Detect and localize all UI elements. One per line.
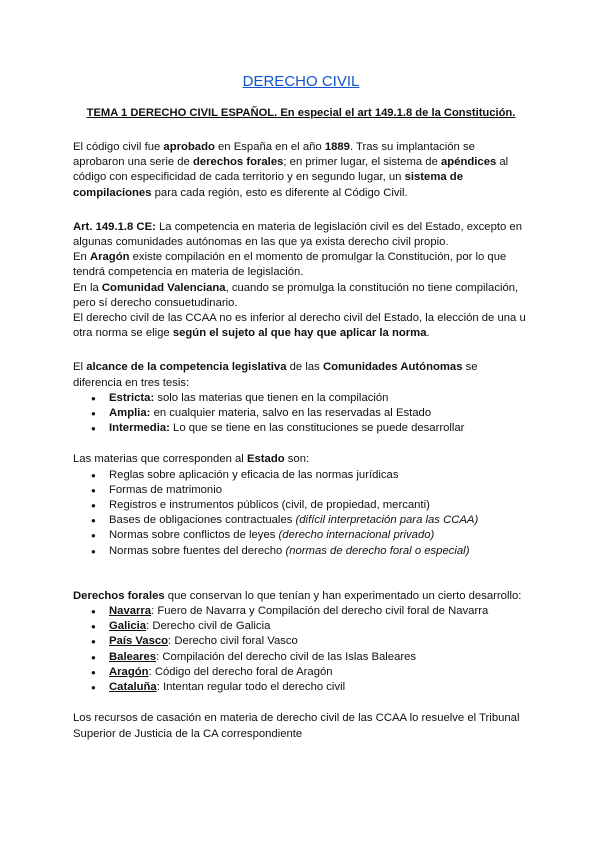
list-item: ● Galicia: Derecho civil de Galicia [109, 619, 529, 634]
list-item: ● Registros e instrumentos públicos (civil, de propiedad, mercanti) [109, 498, 529, 513]
estado-list [73, 468, 529, 559]
list-item: ● Aragón: Código del derecho foral de Aragón [109, 665, 529, 680]
document-page [73, 72, 529, 742]
list-item: ● Normas sobre conflictos de leyes (derecho internacional privado) [109, 528, 529, 543]
alcance-paragraph: El alcance de la competencia legislativa de las Comunidades Autónomas se diferencia en tres tesis: [73, 361, 478, 389]
list-item: ● Intermedia: Lo que se tiene en las constituciones se puede desarrollar [109, 421, 529, 436]
tesis-list [73, 391, 529, 437]
list-item: ● País Vasco: Derecho civil foral Vasco [109, 634, 529, 649]
list-item: ● Normas sobre fuentes del derecho (normas de derecho foral o especial) [109, 544, 529, 559]
forales-paragraph: Derechos forales que conservan lo que tenían y han experimentado un cierto desarrollo: [73, 589, 522, 602]
valenciana-paragraph: En la Comunidad Valenciana, cuando se promulga la constitución no tiene compilación, pero sí derecho consuetudinario. [73, 281, 519, 309]
list-item: ● Reglas sobre aplicación y eficacia de las normas jurídicas [109, 468, 529, 483]
list-item: ● Bases de obligaciones contractuales (difícil interpretación para las CCAA) [109, 513, 529, 528]
article-paragraph: Art. 149.1.8 CE: La competencia en materia de legislación civil es del Estado, excepto en algunas comunidades autónomas en las que ya exista derecho civil propio. [73, 220, 522, 249]
topic-subtitle: TEMA 1 DERECHO CIVIL ESPAÑOL. En especial el art 149.1.8 de la Constitución. [86, 107, 516, 119]
list-item: ● Estricta: solo las materias que tienen en la compilación [109, 391, 529, 406]
ccaa-paragraph: El derecho civil de las CCAA no es inferior al derecho civil del Estado, la elección de una u otra norma se elige según el sujeto al que hay que aplicar la norma. [73, 312, 526, 340]
forales-list [73, 604, 529, 695]
list-item: ● Cataluña: Intentan regular todo el derecho civil [109, 680, 529, 695]
aragon-paragraph: En Aragón existe compilación en el momento de promulgar la Constitución, por lo que tendrá competencia en materia de legislación. [73, 251, 507, 279]
document-title: DERECHO CIVIL [242, 73, 360, 90]
list-item: ● Formas de matrimonio [109, 483, 529, 498]
list-item: ● Navarra: Fuero de Navarra y Compilación del derecho civil foral de Navarra [109, 604, 529, 619]
recursos-paragraph: Los recursos de casación en materia de derecho civil de las CCAA lo resuelve el Tribunal Superior de Justicia de la CA correspondiente [73, 712, 520, 740]
list-item: ● Baleares: Compilación del derecho civil de las Islas Baleares [109, 650, 529, 665]
list-item: ● Amplia: en cualquier materia, salvo en las reservadas al Estado [109, 406, 529, 421]
estado-paragraph: Las materias que corresponden al Estado son: [73, 453, 310, 466]
intro-paragraph: El código civil fue aprobado en España en el año 1889. Tras su implantación se aprobaron una serie de derechos forales; en primer lugar, el sistema de apéndices al código con especificidad de cada territorio y en segundo lugar, un sistema de compilaciones para cada región, esto es diferente al Código Civil. [73, 141, 509, 199]
